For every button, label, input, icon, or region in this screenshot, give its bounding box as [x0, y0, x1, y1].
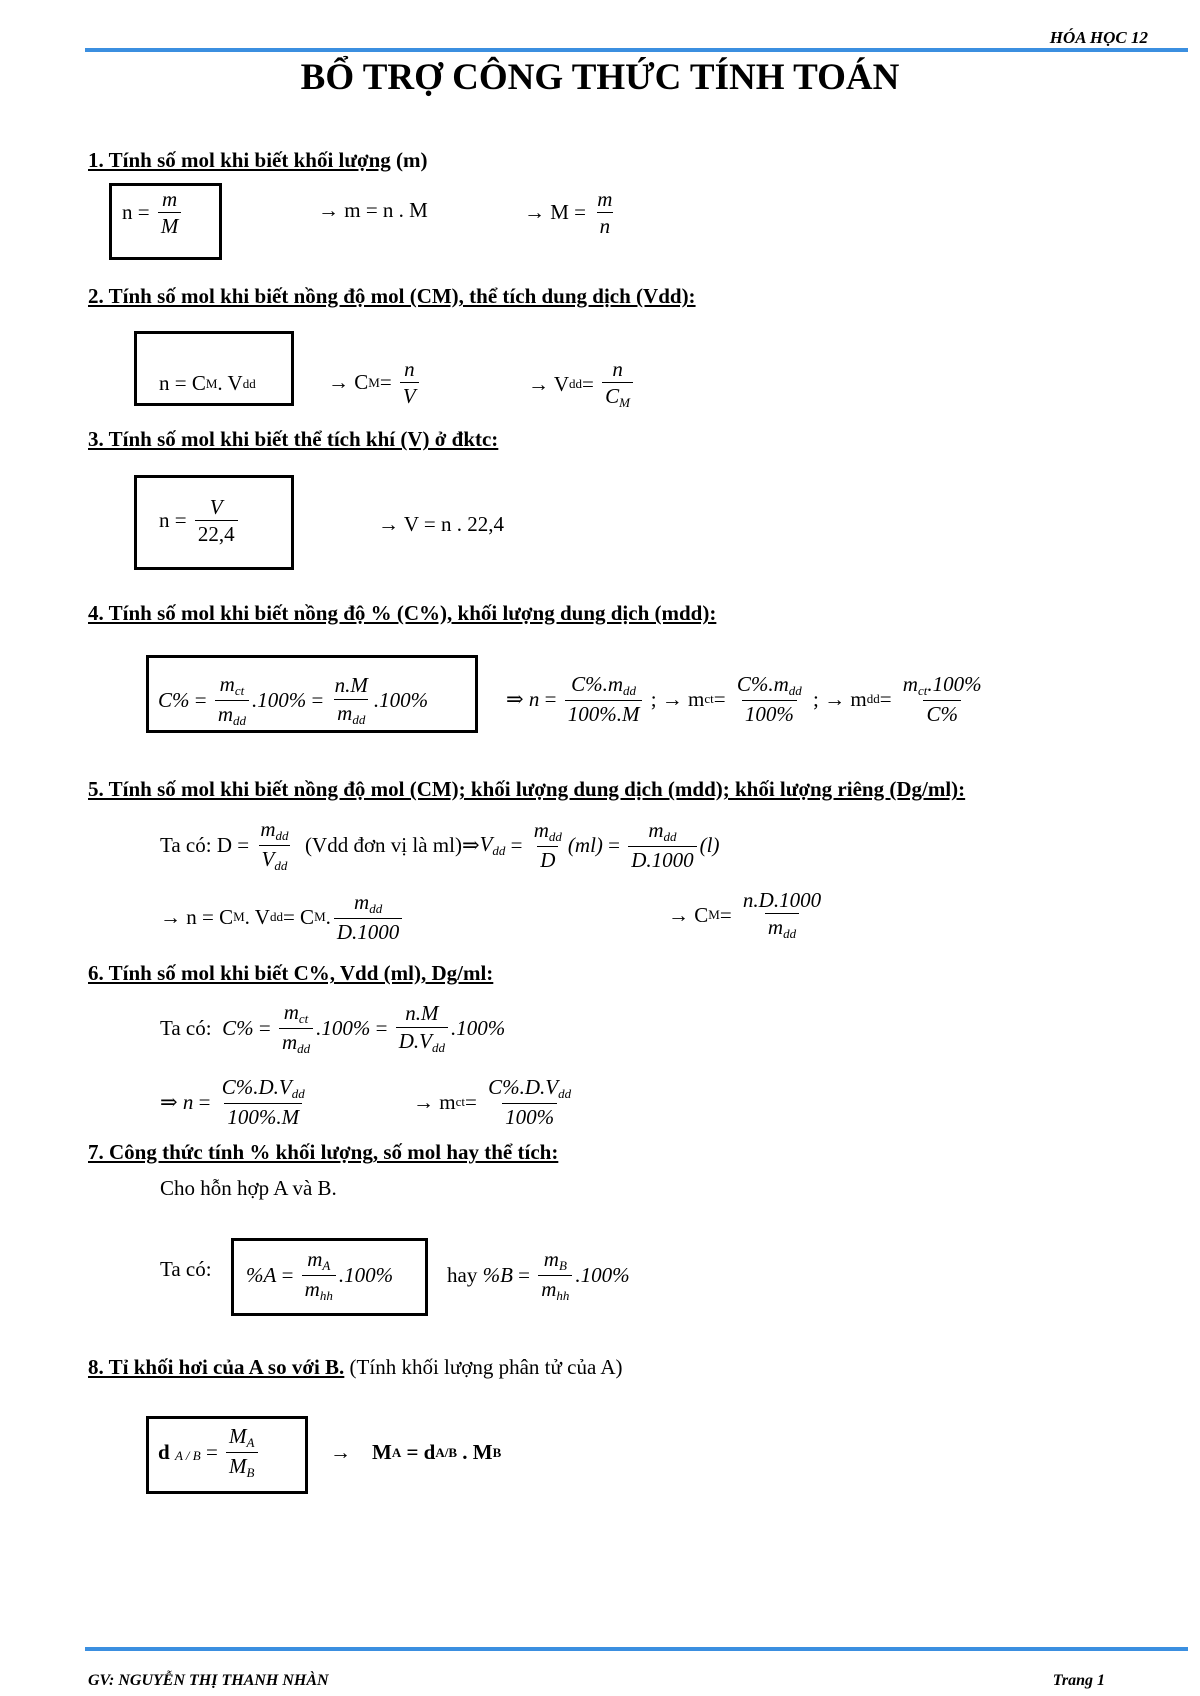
section-1-heading: 1. Tính số mol khi biết khối lượng (m)	[88, 148, 428, 172]
section-6-heading: 6. Tính số mol khi biết C%, Vdd (ml), Dg/ml:	[88, 961, 494, 985]
page-title: BỔ TRỢ CÔNG THỨC TÍNH TOÁN	[300, 57, 900, 98]
formula-n-m-over-M: n = $\frac{m}{M}$	[122, 187, 184, 238]
section-8-heading: 8. Tỉ khối hơi của A so với B. (Tính khối lượng phân tử của A)	[88, 1355, 623, 1379]
formula-percent-A: %A = $\frac{m_A}{m_{hh}}$ .100%	[246, 1247, 394, 1303]
formula-n-CM-Vdd: n = C M . V dd	[159, 371, 256, 395]
mixture-text: Cho hỗn hợp A và B.	[160, 1176, 337, 1200]
formula-n-V-over-22.4: n = $\frac{V}{22,4}$	[159, 495, 241, 546]
bottom-rule	[85, 1647, 1188, 1651]
formula-mct-from-density: → m ct = $\frac{C\%.D.V_{dd}}{100\%}$	[413, 1075, 572, 1129]
ta-co-label-7: Ta có:	[160, 1257, 212, 1281]
formula-MA-eq-dAB-MB: → M A = d A/B . M B	[330, 1440, 502, 1464]
section-5-heading: 5. Tính số mol khi biết nồng độ mol (CM); khối lượng dung dịch (mdd); khối lượng riêng (Dg/ml):	[88, 777, 966, 801]
formula-CM-eq-nD1000-over-mdd: → C M = $\frac{n.D.1000}{m_{dd}}$	[668, 888, 822, 942]
teacher-name: GV: NGUYỄN THỊ THANH NHÀN	[88, 1672, 329, 1689]
section-7-heading: 7. Công thức tính % khối lượng, số mol hay thể tích:	[88, 1140, 559, 1164]
formula-C-percent-density: Ta có: C% = $\frac{m_{ct}}{m_{dd}}$ .100% = $\frac{n.M}{D.V_{dd}}$ .100%	[160, 1000, 506, 1056]
formula-C-percent: C% = $\frac{m_{ct}}{m_{dd}}$ .100% = $\frac{n.M}{m_{dd}}$ .100%	[158, 672, 429, 728]
section-2-heading: 2. Tính số mol khi biết nồng độ mol (CM), thể tích dung dịch (Vdd):	[88, 284, 696, 308]
formula-CM-eq-n-over-V: → C M = $\frac{n}{V}$	[328, 357, 422, 408]
formula-n-from-density: ⇒ n = $\frac{C\%.D.V_{dd}}{100\%.M}$	[160, 1075, 305, 1129]
subject-header: HÓA HỌC 12	[1049, 28, 1148, 47]
formula-M-eq-m-over-n: → M = $\frac{m}{n}$	[524, 187, 613, 239]
formula-Vdd-eq-n-over-CM: → V dd = $\frac{n}{C_M}$	[528, 357, 636, 411]
formula-derived-n-mct-mdd: ⇒ n = $\frac{C\%.m_{dd}}{100\%.M}$ ; → m ct = $\frac{C\%.m_{dd}}{100\%}$ ; → m dd = $\frac{m_{ct}.100\%}{C\%}$	[506, 672, 982, 726]
section-3-heading: 3. Tính số mol khi biết thể tích khí (V) ở đktc:	[88, 427, 499, 451]
formula-percent-B: hay %B = $\frac{m_B}{m_{hh}}$ .100%	[447, 1247, 630, 1303]
formula-d-A-over-B: d A / B = $\frac{M_A}{M_B}$	[158, 1424, 261, 1481]
top-rule	[85, 48, 1188, 52]
section-4-heading: 4. Tính số mol khi biết nồng độ % (C%), khối lượng dung dịch (mdd):	[88, 601, 717, 625]
formula-V-eq-n-22.4: → V = n . 22,4	[378, 512, 504, 536]
formula-n-CM-Vdd-expanded: → n = C M . V dd = C M . $\frac{m_{dd}}{D.1000}$	[160, 890, 405, 944]
page-number: Trang 1	[1052, 1672, 1105, 1689]
formula-D-eq-mdd-over-Vdd: Ta có: D = $\frac{m_{dd}}{V_{dd}}$ (Vdd đơn vị là ml) ⇒ $V_{dd}$ = $\frac{m_{dd}}{D}$ (ml) = $\frac{m_{dd}}{D.1000}$ (l)	[160, 817, 720, 873]
formula-m-eq-nM: → m = n . M	[318, 198, 428, 222]
